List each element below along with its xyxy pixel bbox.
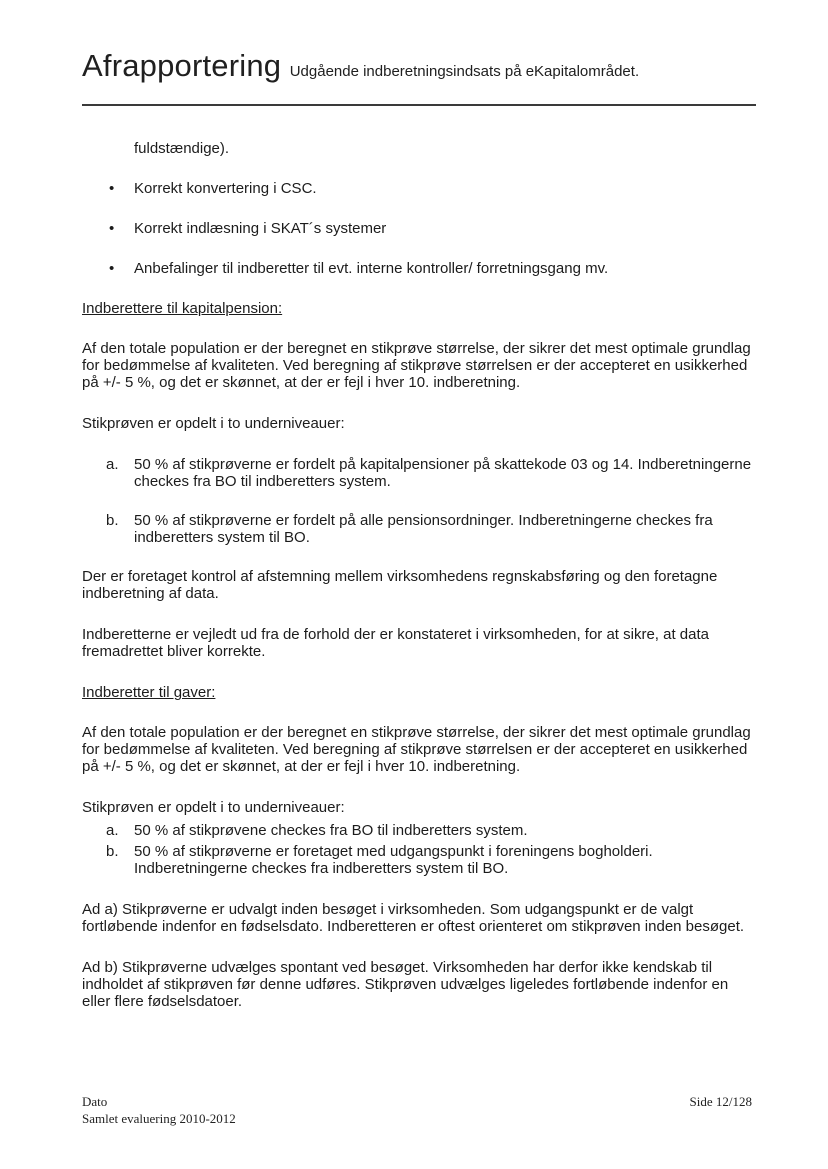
bullet-item: [82, 180, 752, 197]
footer-left: [82, 1093, 236, 1127]
list-item-text: 50 % af stikprøverne er fordelt på kapitalpensioner på skattekode 03 og 14. Indberetningerne checkes fra BO til indberetters system.: [134, 456, 752, 490]
bullet-icon: •: [109, 220, 115, 237]
document-title: Afrapportering: [82, 48, 282, 83]
bullet-icon: •: [109, 180, 115, 197]
section-heading-gaver: Indberetter til gaver:: [82, 684, 216, 701]
list-item: [82, 843, 752, 877]
list-item-label: b.: [106, 512, 119, 529]
section2-ad-b: Ad b) Stikprøverne udvælges spontant ved besøget. Virksomheden har derfor ikke kendskab til indholdet af stikprøven før denne udføres. Stikprøven udvælges ligeledes fortløbende indenfor en eller flere fødselsdatoer.: [82, 959, 729, 1010]
bullet-text: Korrekt konvertering i CSC.: [134, 180, 317, 197]
footer-page-number: Side 12/128: [689, 1094, 752, 1109]
continuation-text: fuldstændige).: [134, 140, 230, 157]
list-item-text: 50 % af stikprøverne er fordelt på alle pensionsordninger. Indberetningerne checkes fra indberetters system til BO.: [134, 512, 713, 546]
footer-document-name: Samlet evaluering 2010-2012: [82, 1111, 236, 1126]
footer-date-label: Dato: [82, 1094, 108, 1109]
section2-split: Stikprøven er opdelt i to underniveauer:: [82, 799, 345, 816]
list-item-text: 50 % af stikprøverne er foretaget med udgangspunkt i foreningens bogholderi. Indberetningerne checkes fra indberetters system til BO.: [134, 843, 653, 877]
section1-intro: Af den totale population er der beregnet en stikprøve størrelse, der sikrer det mest optimale grundlag for bedømmelse af kvaliteten. Ved beregning af stikprøve størrelsen er der accepteret en usikkerhed på +/- 5 %, og det er skønnet, at der er fejl i hver 10. indberetning.: [82, 340, 751, 391]
bullet-icon: •: [109, 260, 115, 277]
list-item-label: a.: [106, 822, 119, 839]
list-item: [82, 822, 752, 839]
list-item-label: b.: [106, 843, 119, 860]
document-subtitle: Udgående indberetningsindsats på eKapitalområdet.: [289, 63, 640, 80]
list-item-text: 50 % af stikprøvene checkes fra BO til indberetters system.: [134, 822, 528, 839]
section2-ad-a: Ad a) Stikprøverne er udvalgt inden besøget i virksomheden. Som udgangspunkt er de valgt fortløbende indenfor en fødselsdato. Indberetteren er oftest orienteret om stikprøven inden besøget.: [82, 901, 745, 935]
list-item: [82, 512, 752, 546]
section1-guidance: Indberetterne er vejledt ud fra de forhold der er konstateret i virksomheden, for at sikre, at data fremadrettet bliver korrekte.: [82, 626, 710, 660]
list-item-label: a.: [106, 456, 119, 473]
list-item: [82, 456, 752, 490]
bullet-item: [82, 260, 752, 277]
bullet-text: Anbefalinger til indberetter til evt. interne kontroller/ forretningsgang mv.: [134, 260, 609, 277]
page-body: [82, 140, 752, 1034]
section2-list: [82, 822, 752, 877]
bullet-text: Korrekt indlæsning i SKAT´s systemer: [134, 220, 387, 237]
section1-control: Der er foretaget kontrol af afstemning mellem virksomhedens regnskabsføring og den foretagne indberetning af data.: [82, 568, 718, 602]
page-header: [82, 48, 762, 84]
bullet-item: [82, 220, 752, 237]
section1-split: Stikprøven er opdelt i to underniveauer:: [82, 415, 345, 432]
section2-intro: Af den totale population er der beregnet en stikprøve størrelse, der sikrer det mest optimale grundlag for bedømmelse af kvaliteten. Ved beregning af stikprøve størrelsen er der accepteret en usikkerhed på +/- 5 %, og det er skønnet, at der er fejl i hver 10. indberetning.: [82, 724, 751, 775]
header-divider: [82, 104, 756, 106]
section-heading-kapitalpension: Indberettere til kapitalpension:: [82, 300, 283, 317]
